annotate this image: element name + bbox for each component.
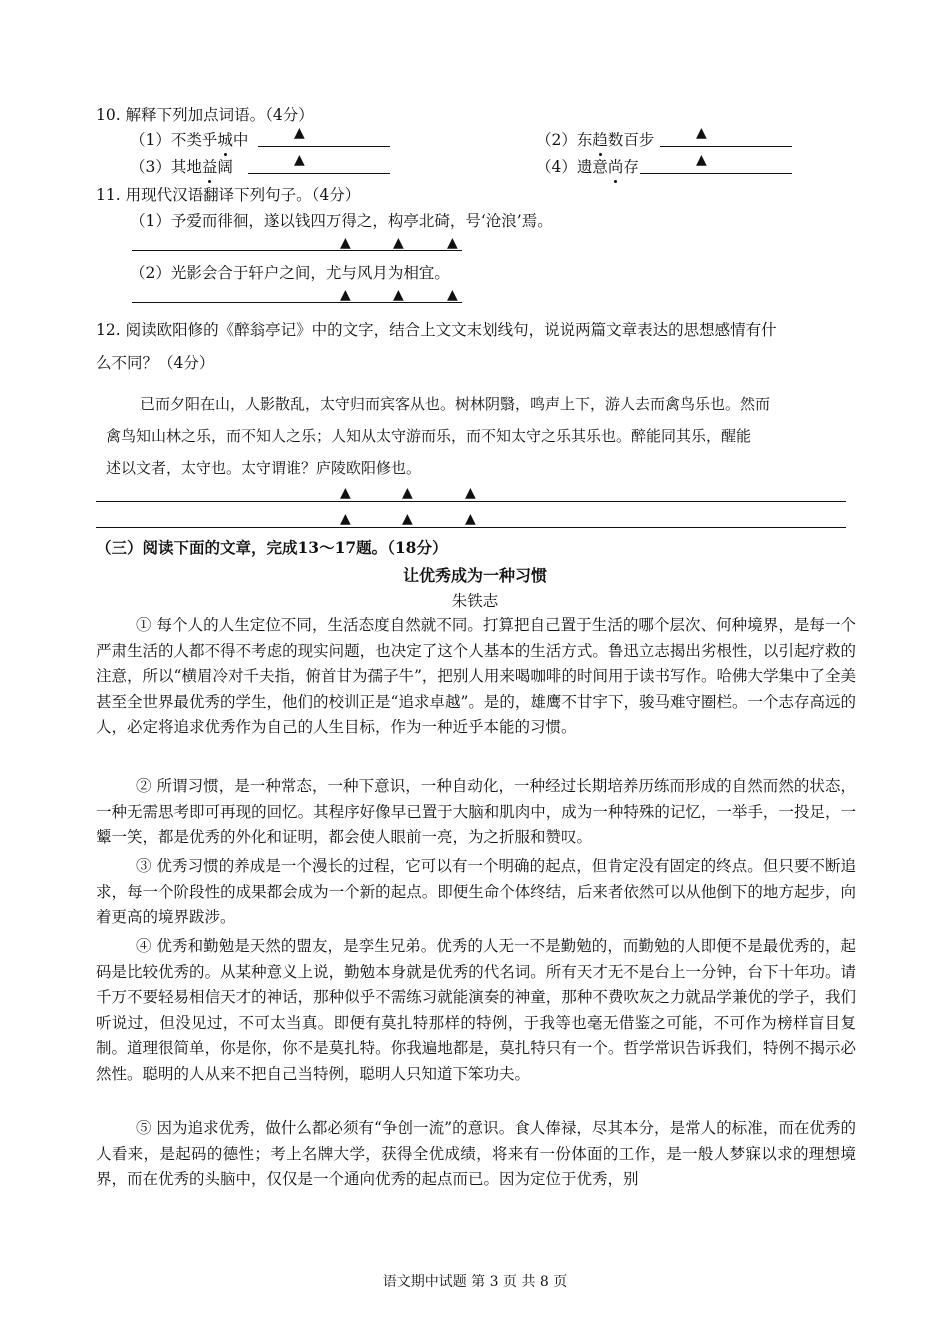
triangle-marker: ▲ [294, 152, 305, 168]
answer-line[interactable] [248, 173, 390, 174]
answer-line[interactable] [132, 302, 462, 303]
triangle-marker: ▲ [294, 125, 305, 141]
q12-title-line1: 12. 阅读欧阳修的《醉翁亭记》中的文字，结合上文文末划线句，说说两篇文章表达的思想感情有什 [96, 321, 777, 339]
triangle-marker: ▲ [393, 235, 404, 251]
q10-item-4: （4）遗意尚存 [536, 155, 639, 177]
page-footer: 语文期中试题 第 3 页 共 8 页 [382, 1274, 568, 1290]
q11-sentence-2: （2）光影会合于轩户之间，尤与风月为相宜。 [130, 264, 450, 282]
answer-line[interactable] [660, 146, 792, 147]
triangle-marker: ▲ [696, 125, 707, 141]
answer-line[interactable] [640, 173, 792, 174]
q10-item-3: （3）其地益阔 [130, 155, 233, 177]
q12-quote-line3: 述以文者，太守也。太守谓谁？庐陵欧阳修也。 [106, 459, 422, 477]
triangle-marker: ▲ [402, 485, 413, 501]
section-heading: （三）阅读下面的文章，完成13～17题。（18分） [96, 538, 448, 557]
article-paragraph-5: ⑤ 因为追求优秀，做什么都必须有“争创一流”的意识。食人俸禄，尽其本分，是常人的标准，而在优秀的人看来，是起码的德性；考上名牌大学，获得全优成绩，将来有一份体面的工作，是一般人梦寐以求的理想境界，而在优秀的头脑中，仅仅是一个通向优秀的起点而已。因为定位于优秀，别 [96, 1119, 856, 1188]
article-paragraph-4: ④ 优秀和勤勉是天然的盟友，是孪生兄弟。优秀的人无一不是勤勉的，而勤勉的人即便不是最优秀的，起码是比较优秀的。从某种意义上说，勤勉本身就是优秀的代名词。所有天才无不是台上一分钟，台下十年功。请千万不要轻易相信天才的神话，那种似乎不需练习就能演奏的神童，那种不费吹灰之力就品学兼优的学子，我们听说过，但没见过，不可太当真。即便有莫扎特那样的特例，于我等也毫无借鉴之可能，不可作为榜样盲目复制。道理很简单，你是你，你不是莫扎特。你我遍地都是，莫扎特只有一个。哲学常识告诉我们，特例不揭示必然性。聪明的人从来不把自己当特例，聪明人只知道下笨功夫。 [96, 937, 856, 1083]
article-paragraph-3: ③ 优秀习惯的养成是一个漫长的过程，它可以有一个明确的起点，但肯定没有固定的终点。但只要不断追求，每一个阶段性的成果都会成为一个新的起点。即便生命个体终结，后来者依然可以从他倒下的地方起步，向着更高的境界跋涉。 [96, 857, 856, 926]
article-title: 让优秀成为一种习惯 [402, 566, 547, 585]
triangle-marker: ▲ [340, 287, 351, 303]
article-author: 朱铁志 [451, 592, 499, 610]
answer-line[interactable] [96, 501, 846, 502]
q10-item-2: （2）东趋数百步 [536, 128, 654, 150]
answer-line[interactable] [258, 146, 390, 147]
q10-item-1: （1）不类乎城中 [130, 128, 248, 150]
q10-title: 10. 解释下列加点词语。（4分） [96, 106, 314, 124]
q12-quote-line2: 禽鸟知山林之乐，而不知人之乐；人知从太守游而乐，而不知太守之乐其乐也。醉能同其乐，醒能 [106, 427, 752, 445]
triangle-marker: ▲ [696, 152, 707, 168]
triangle-marker: ▲ [393, 287, 404, 303]
triangle-marker: ▲ [340, 485, 351, 501]
article-paragraph-2: ② 所谓习惯，是一种常态，一种下意识，一种自动化，一种经过长期培养历练而形成的自然而然的状态，一种无需思考即可再现的回忆。其程序好像早已置于大脑和肌肉中，成为一种特殊的记忆，一举手，一投足，一颦一笑，都是优秀的外化和证明，都会使人眼前一亮，为之折服和赞叹。 [96, 777, 856, 846]
answer-line[interactable] [96, 527, 846, 528]
triangle-marker: ▲ [447, 287, 458, 303]
triangle-marker: ▲ [340, 235, 351, 251]
triangle-marker: ▲ [465, 511, 476, 527]
q11-title: 11. 用现代汉语翻译下列句子。（4分） [96, 186, 361, 204]
q12-title-line2: 么不同？（4分） [96, 354, 215, 372]
triangle-marker: ▲ [340, 511, 351, 527]
triangle-marker: ▲ [447, 235, 458, 251]
q11-sentence-1: （1）予爱而徘徊，遂以钱四万得之，构亭北碕，号‘沧浪’焉。 [130, 212, 553, 230]
article-paragraph-1: ① 每个人的人生定位不同，生活态度自然就不同。打算把自己置于生活的哪个层次、何种境界，是每一个严肃生活的人都不得不考虑的现实问题，也决定了这个人基本的生活方式。鲁迅立志揭出劣根性，以引起疗救的注意，所以“横眉冷对千夫指，俯首甘为孺子牛”，把别人用来喝咖啡的时间用于读书写作。哈佛大学集中了全美甚至全世界最优秀的学生，他们的校训正是“追求卓越”。是的，雄鹰不甘宇下，骏马难守圈栏。一个志存高远的人，必定将追求优秀作为自己的人生目标，作为一种近乎本能的习惯。 [96, 616, 856, 736]
triangle-marker: ▲ [465, 485, 476, 501]
triangle-marker: ▲ [402, 511, 413, 527]
answer-line[interactable] [132, 250, 462, 251]
q12-quote-line1: 已而夕阳在山，人影散乱，太守归而宾客从也。树林阴翳，鸣声上下，游人去而禽鸟乐也。然而 [140, 395, 771, 413]
